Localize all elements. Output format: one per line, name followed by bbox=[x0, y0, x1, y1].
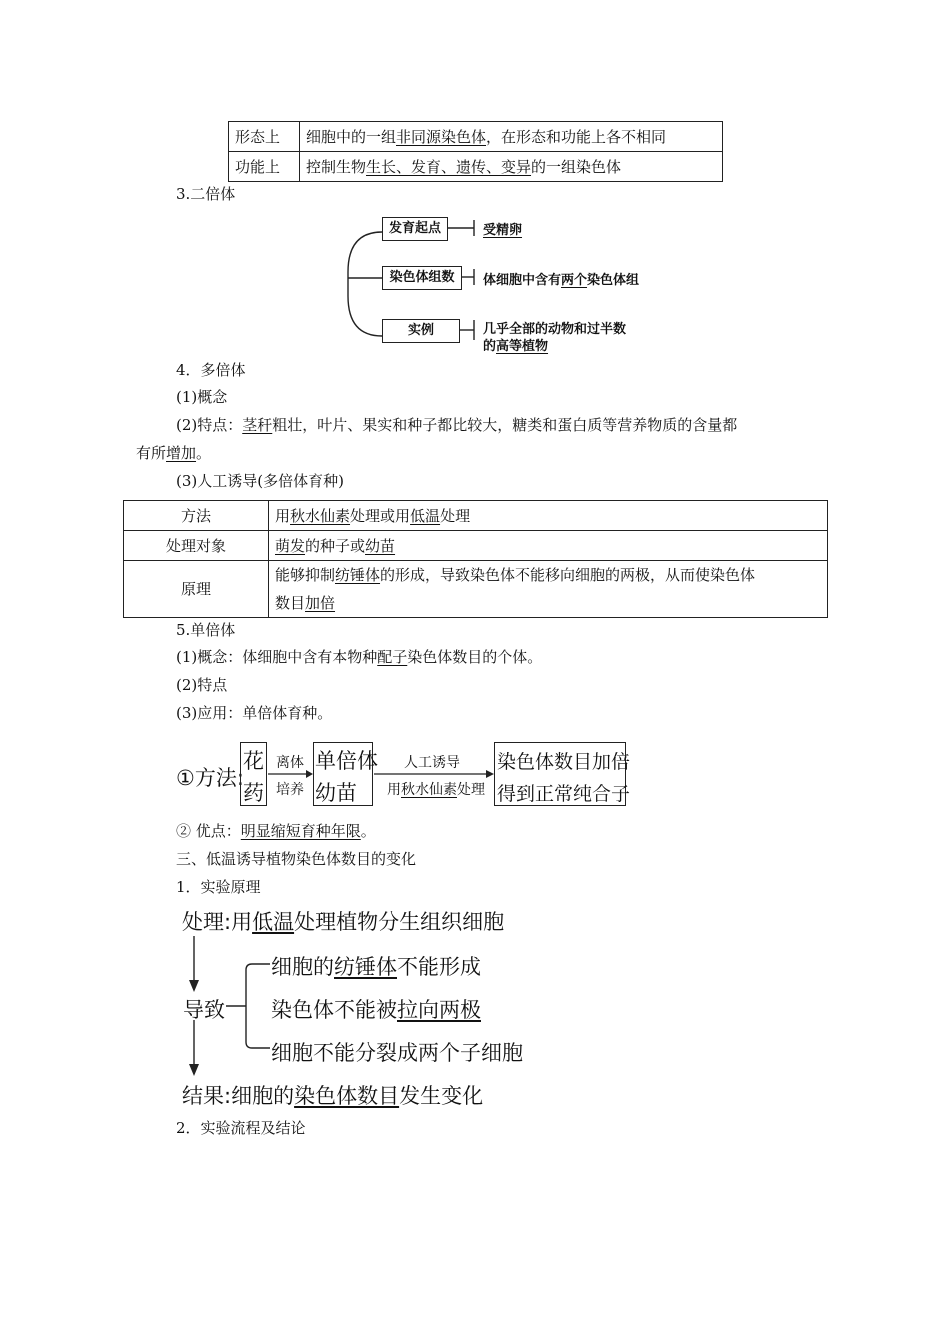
diagram-text-start: 受精卵 bbox=[483, 223, 523, 238]
diagram-box-start: 发育起点 bbox=[382, 217, 448, 241]
arrow-label-colchicine: 用秋水仙素处理 bbox=[387, 782, 485, 798]
diagram-box-set-count: 染色体组数 bbox=[382, 266, 462, 290]
paragraph: (3)人工诱导(多倍体育种) bbox=[176, 472, 344, 490]
polyploid-table bbox=[123, 500, 828, 618]
row-label: 功能上 bbox=[229, 152, 300, 182]
arrow-label-culture: 培养 bbox=[276, 782, 304, 798]
paragraph: (1)概念 bbox=[176, 388, 228, 406]
table-row bbox=[124, 561, 828, 618]
section-heading: 三、低温诱导植物染色体数目的变化 bbox=[176, 850, 417, 868]
method-box-result: 染色体数目加倍 得到正常纯合子 bbox=[494, 742, 626, 806]
diagram-text-example-1: 几乎全部的动物和过半数 bbox=[483, 322, 627, 337]
row-label: 原理 bbox=[124, 561, 269, 618]
paragraph: ② 优点：明显缩短育种年限。 bbox=[176, 822, 376, 840]
row-label: 方法 bbox=[124, 501, 269, 531]
row-value: 萌发的种子或幼苗 bbox=[269, 531, 828, 561]
cause-item: 染色体不能被拉向两极 bbox=[271, 998, 481, 1022]
result-line: 结果:细胞的染色体数目发生变化 bbox=[182, 1084, 484, 1108]
paragraph: (3)应用：单倍体育种。 bbox=[176, 704, 333, 722]
cause-item: 细胞的纺锤体不能形成 bbox=[271, 955, 481, 979]
arrow-right-icon bbox=[268, 768, 314, 780]
section-heading: 1．实验原理 bbox=[176, 878, 261, 896]
table-row bbox=[124, 531, 828, 561]
section-heading: 4．多倍体 bbox=[176, 361, 246, 379]
row-label: 形态上 bbox=[229, 122, 300, 152]
arrow-label-isolated: 离体 bbox=[276, 755, 304, 771]
method-box-anther: 花 药 bbox=[240, 742, 267, 806]
section-heading: 3.二倍体 bbox=[176, 185, 236, 203]
row-value: 细胞中的一组非同源染色体，在形态和功能上各不相同 bbox=[300, 122, 723, 152]
row-value: 用秋水仙素处理或用低温处理 bbox=[269, 501, 828, 531]
paragraph: (2)特点 bbox=[176, 676, 228, 694]
row-value: 控制生物生长、发育、遗传、变异的一组染色体 bbox=[300, 152, 723, 182]
paragraph: (1)概念：体细胞中含有本物种配子染色体数目的个体。 bbox=[176, 648, 543, 666]
cause-item: 细胞不能分裂成两个子细胞 bbox=[271, 1041, 523, 1065]
table-row bbox=[229, 122, 723, 152]
section-heading: 2．实验流程及结论 bbox=[176, 1119, 306, 1137]
process-line: 处理:用低温处理植物分生组织细胞 bbox=[182, 910, 505, 934]
paragraph: (2)特点：茎秆粗壮，叶片、果实和种子都比较大，糖类和蛋白质等营养物质的含量都 bbox=[176, 416, 738, 434]
arrow-label-induce: 人工诱导 bbox=[404, 755, 460, 771]
table-row bbox=[229, 152, 723, 182]
chromosome-set-table bbox=[228, 121, 723, 182]
diagram-text-example-2: 的高等植物 bbox=[483, 339, 549, 354]
arrow-right-icon bbox=[374, 768, 496, 780]
method-label: ①方法: bbox=[176, 766, 244, 790]
method-box-seedling: 单倍体 幼苗 bbox=[313, 742, 373, 806]
row-label: 处理对象 bbox=[124, 531, 269, 561]
diagram-box-example: 实例 bbox=[382, 319, 460, 343]
section-heading: 5.单倍体 bbox=[176, 621, 236, 639]
cause-label: 导致 bbox=[183, 998, 225, 1022]
table-row bbox=[124, 501, 828, 531]
diagram-text-set-count: 体细胞中含有两个染色体组 bbox=[483, 273, 640, 288]
paragraph: 有所增加。 bbox=[136, 444, 212, 462]
row-value: 能够抑制纺锤体的形成，导致染色体不能移向细胞的两极，从而使染色体 数目加倍 bbox=[269, 561, 828, 618]
